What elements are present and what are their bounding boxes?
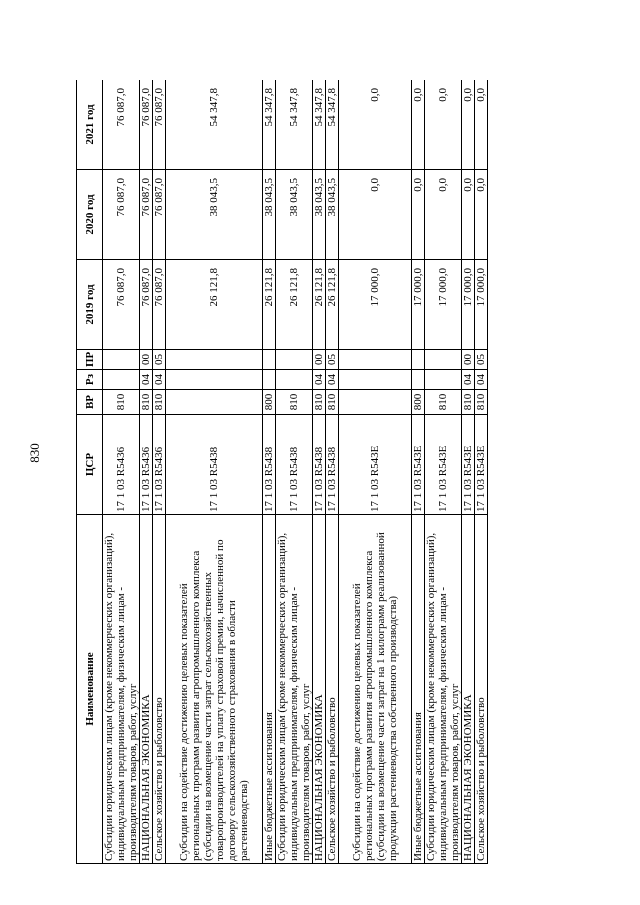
cell-name: Субсидии юридическим лицам (кроме некоммерческих организаций), индивидуальным предпринимателям, физическим лицам - производителям товаров, работ, услуг	[425, 515, 462, 864]
budget-table	[76, 80, 488, 864]
cell-2020: 38 043,5	[166, 170, 263, 260]
cell-rz: 04	[475, 370, 488, 390]
document-page	[76, 80, 536, 864]
cell-2019: 76 087,0	[103, 260, 140, 350]
cell-vr: 810	[276, 390, 313, 415]
cell-csr: 17 1 03 R5438	[313, 415, 326, 515]
table-row	[475, 80, 488, 864]
cell-pr	[103, 350, 140, 370]
cell-vr: 810	[103, 390, 140, 415]
cell-2019: 17 000,0	[425, 260, 462, 350]
cell-2019: 26 121,8	[276, 260, 313, 350]
cell-csr: 17 1 03 R543E	[339, 415, 412, 515]
cell-name: Субсидии на содействие достижению целевых показателей региональных программ развития агропромышленного комплекса (субсидии на возмещение части затрат сельскохозяйственных товаропроизводителей на уплату страховой премии, начисленной по договору сельскохозяйственного страхования в области растениеводства)	[166, 515, 263, 864]
cell-2021: 0,0	[425, 80, 462, 170]
cell-2020: 0,0	[462, 170, 475, 260]
cell-2021: 54 347,8	[326, 80, 339, 170]
cell-name: Субсидии юридическим лицам (кроме некоммерческих организаций), индивидуальным предпринимателям, физическим лицам - производителям товаров, работ, услуг	[276, 515, 313, 864]
table-row	[140, 80, 153, 864]
cell-2021: 0,0	[475, 80, 488, 170]
table-row	[103, 80, 140, 864]
cell-vr: 810	[140, 390, 153, 415]
cell-2020: 0,0	[425, 170, 462, 260]
cell-rz	[103, 370, 140, 390]
cell-2020: 38 043,5	[313, 170, 326, 260]
cell-2019: 26 121,8	[326, 260, 339, 350]
table-row	[326, 80, 339, 864]
cell-pr	[425, 350, 462, 370]
cell-name: Сельское хозяйство и рыболовство	[326, 515, 339, 864]
cell-rz	[263, 370, 276, 390]
cell-pr	[166, 350, 263, 370]
cell-2021: 0,0	[339, 80, 412, 170]
cell-vr: 810	[462, 390, 475, 415]
header-2021: 2021 год	[77, 80, 103, 170]
table-header-row	[77, 80, 103, 864]
cell-2019: 26 121,8	[313, 260, 326, 350]
cell-2020: 76 087,0	[140, 170, 153, 260]
cell-2020: 38 043,5	[326, 170, 339, 260]
cell-2021: 54 347,8	[313, 80, 326, 170]
cell-vr: 810	[475, 390, 488, 415]
table-row	[462, 80, 475, 864]
cell-2019: 17 000,0	[339, 260, 412, 350]
table-row	[166, 80, 263, 864]
table-row	[425, 80, 462, 864]
cell-name: НАЦИОНАЛЬНАЯ ЭКОНОМИКА	[313, 515, 326, 864]
cell-name: НАЦИОНАЛЬНАЯ ЭКОНОМИКА	[140, 515, 153, 864]
cell-pr	[412, 350, 425, 370]
cell-vr: 810	[313, 390, 326, 415]
cell-2020: 38 043,5	[276, 170, 313, 260]
table-row	[339, 80, 412, 864]
header-2019: 2019 год	[77, 260, 103, 350]
cell-2021: 76 087,0	[140, 80, 153, 170]
table-row	[263, 80, 276, 864]
cell-vr	[339, 390, 412, 415]
cell-rz: 04	[140, 370, 153, 390]
cell-2019: 17 000,0	[475, 260, 488, 350]
cell-csr: 17 1 03 R5438	[166, 415, 263, 515]
cell-csr: 17 1 03 R5436	[153, 415, 166, 515]
cell-2020: 0,0	[339, 170, 412, 260]
header-vr: ВР	[77, 390, 103, 415]
cell-rz	[166, 370, 263, 390]
cell-2021: 0,0	[462, 80, 475, 170]
cell-2020: 76 087,0	[153, 170, 166, 260]
table-row	[276, 80, 313, 864]
cell-vr	[166, 390, 263, 415]
cell-rz	[425, 370, 462, 390]
cell-vr: 810	[326, 390, 339, 415]
cell-pr	[263, 350, 276, 370]
cell-pr	[339, 350, 412, 370]
cell-rz: 04	[153, 370, 166, 390]
cell-name: Сельское хозяйство и рыболовство	[153, 515, 166, 864]
cell-name: Субсидии юридическим лицам (кроме некоммерческих организаций), индивидуальным предпринимателям, физическим лицам - производителям товаров, работ, услуг	[103, 515, 140, 864]
cell-2019: 17 000,0	[412, 260, 425, 350]
cell-csr: 17 1 03 R5436	[103, 415, 140, 515]
cell-rz	[412, 370, 425, 390]
cell-csr: 17 1 03 R543E	[462, 415, 475, 515]
cell-name: НАЦИОНАЛЬНАЯ ЭКОНОМИКА	[462, 515, 475, 864]
cell-pr: 05	[326, 350, 339, 370]
cell-2020: 0,0	[475, 170, 488, 260]
cell-2021: 54 347,8	[263, 80, 276, 170]
cell-csr: 17 1 03 R5436	[140, 415, 153, 515]
cell-name: Иные бюджетные ассигнования	[412, 515, 425, 864]
cell-2019: 26 121,8	[166, 260, 263, 350]
cell-2020: 38 043,5	[263, 170, 276, 260]
cell-pr: 05	[153, 350, 166, 370]
header-2020: 2020 год	[77, 170, 103, 260]
rotated-table-container	[76, 80, 536, 864]
cell-rz: 04	[462, 370, 475, 390]
cell-vr: 810	[425, 390, 462, 415]
header-pr: ПР	[77, 350, 103, 370]
cell-vr: 800	[412, 390, 425, 415]
header-rz: Рз	[77, 370, 103, 390]
cell-pr: 00	[462, 350, 475, 370]
cell-name: Иные бюджетные ассигнования	[263, 515, 276, 864]
cell-2020: 76 087,0	[103, 170, 140, 260]
cell-csr: 17 1 03 R5438	[276, 415, 313, 515]
cell-2021: 54 347,8	[166, 80, 263, 170]
cell-pr	[276, 350, 313, 370]
cell-pr: 00	[313, 350, 326, 370]
cell-2021: 54 347,8	[276, 80, 313, 170]
cell-2021: 0,0	[412, 80, 425, 170]
cell-2021: 76 087,0	[153, 80, 166, 170]
table-row	[412, 80, 425, 864]
cell-csr: 17 1 03 R5438	[326, 415, 339, 515]
cell-2021: 76 087,0	[103, 80, 140, 170]
cell-rz: 04	[313, 370, 326, 390]
cell-csr: 17 1 03 R543E	[425, 415, 462, 515]
cell-csr: 17 1 03 R543E	[475, 415, 488, 515]
cell-csr: 17 1 03 R543E	[412, 415, 425, 515]
cell-2019: 76 087,0	[153, 260, 166, 350]
cell-2019: 26 121,8	[263, 260, 276, 350]
cell-rz	[339, 370, 412, 390]
table-row	[313, 80, 326, 864]
cell-rz	[276, 370, 313, 390]
cell-name: Субсидии на содействие достижению целевых показателей региональных программ развития агропромышленного комплекса (субсидии на возмещение части затрат на 1 килограмм реализованной продукции растениеводства собственного производства)	[339, 515, 412, 864]
table-row	[153, 80, 166, 864]
cell-2019: 17 000,0	[462, 260, 475, 350]
header-csr: ЦСР	[77, 415, 103, 515]
cell-vr: 800	[263, 390, 276, 415]
cell-vr: 810	[153, 390, 166, 415]
cell-2020: 0,0	[412, 170, 425, 260]
cell-2019: 76 087,0	[140, 260, 153, 350]
page-number: 830	[27, 443, 42, 463]
cell-rz: 04	[326, 370, 339, 390]
cell-pr: 00	[140, 350, 153, 370]
cell-pr: 05	[475, 350, 488, 370]
header-name: Наименование	[77, 515, 103, 864]
cell-name: Сельское хозяйство и рыболовство	[475, 515, 488, 864]
cell-csr: 17 1 03 R5438	[263, 415, 276, 515]
